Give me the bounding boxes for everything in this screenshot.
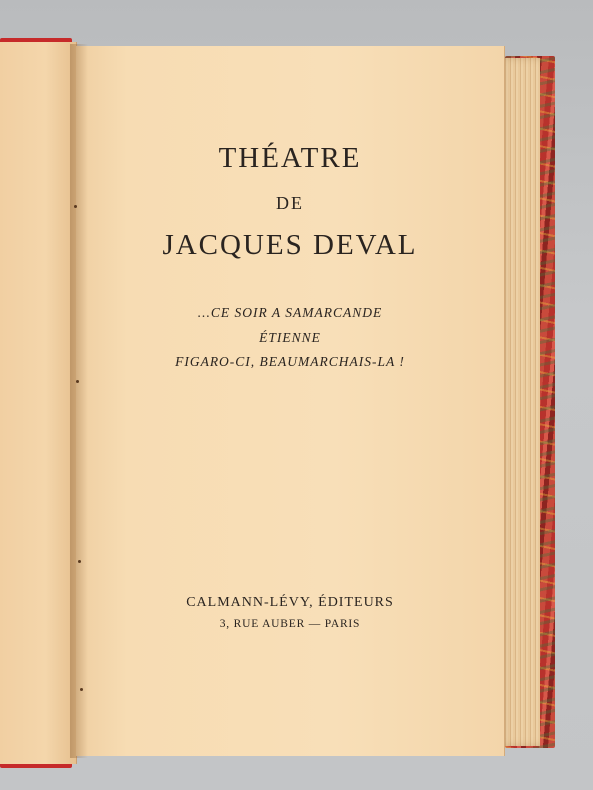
stitch-mark bbox=[78, 560, 81, 563]
stitch-mark bbox=[76, 380, 79, 383]
stitch-mark bbox=[74, 205, 77, 208]
publisher-address: 3, RUE AUBER — PARIS bbox=[219, 618, 361, 630]
gutter-shadow bbox=[70, 44, 88, 758]
title-page bbox=[76, 46, 505, 756]
play-title: ...CE SOIR A SAMARCANDE bbox=[197, 305, 383, 320]
title-de: DE bbox=[276, 193, 304, 213]
stitch-mark bbox=[80, 688, 83, 691]
title-theatre: THÉATRE bbox=[218, 142, 362, 174]
publisher: CALMANN-LÉVY, ÉDITEURS bbox=[186, 595, 394, 610]
left-page bbox=[0, 42, 77, 764]
play-title: FIGARO-CI, BEAUMARCHAIS-LA ! bbox=[175, 354, 405, 369]
play-title: ÉTIENNE bbox=[259, 330, 321, 345]
title-author: JACQUES DEVAL bbox=[162, 229, 418, 261]
